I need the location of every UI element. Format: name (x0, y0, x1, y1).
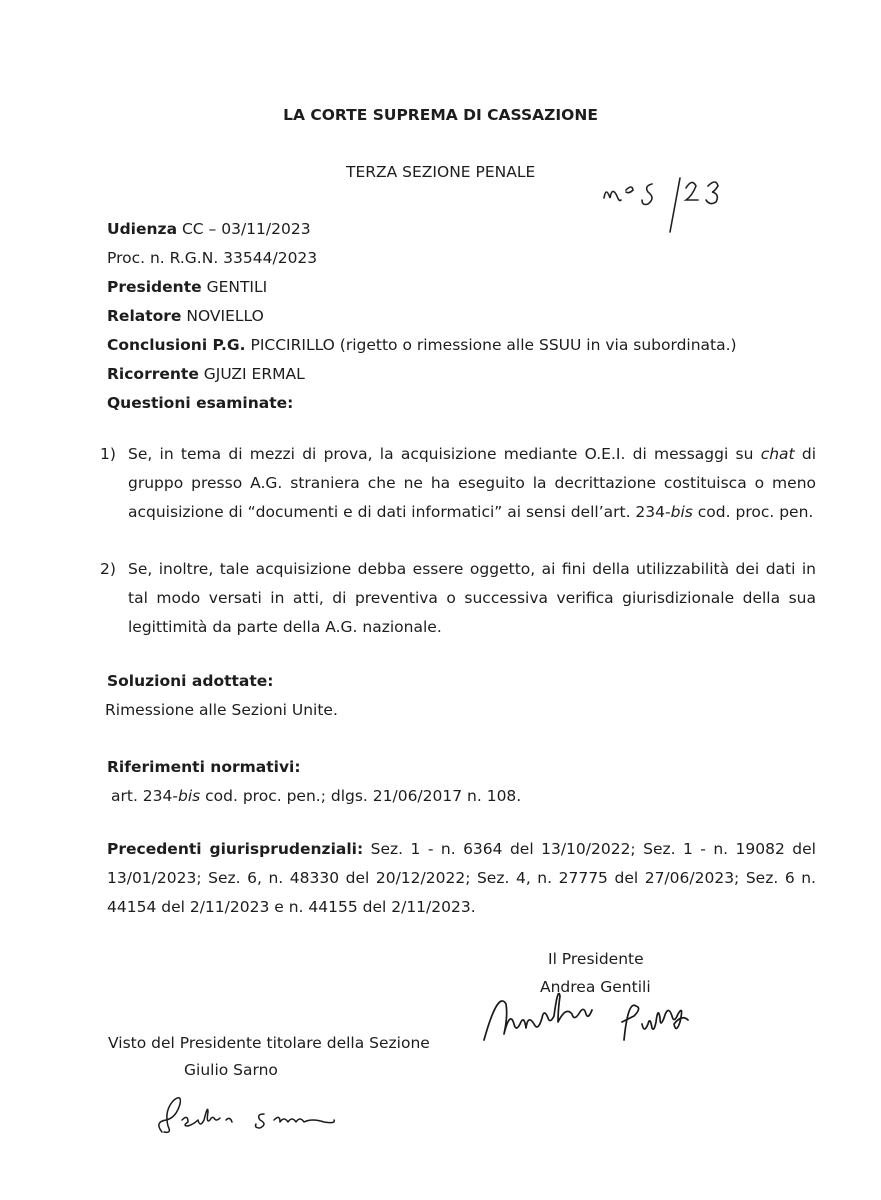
solutions-text: Rimessione alle Sezioni Unite. (105, 701, 338, 719)
precedents-paragraph (107, 835, 816, 922)
references-heading: Riferimenti normativi: (107, 758, 301, 776)
president-value: GENTILI (206, 278, 268, 296)
rapporteur-label: Relatore (107, 307, 182, 325)
rapporteur-value: NOVIELLO (186, 307, 264, 325)
questions-heading: Questioni esaminate: (107, 394, 294, 412)
visa-name: Giulio Sarno (184, 1061, 278, 1079)
section-title: TERZA SEZIONE PENALE (346, 163, 536, 181)
proc-number: Proc. n. R.G.N. 33544/2023 (107, 249, 318, 267)
appellant-label: Ricorrente (107, 365, 199, 383)
president-label: Presidente (107, 278, 202, 296)
appellant-line (107, 360, 305, 389)
president-signature (482, 990, 732, 1050)
rapporteur-line (107, 302, 264, 331)
handwritten-note (600, 170, 750, 240)
solutions-heading: Soluzioni adottate: (107, 672, 274, 690)
conclusions-label: Conclusioni P.G. (107, 336, 246, 354)
hearing-label: Udienza (107, 220, 178, 238)
court-title: LA CORTE SUPREMA DI CASSAZIONE (283, 106, 598, 124)
question-number: 2) (100, 560, 116, 578)
visa-title: Visto del Presidente titolare della Sezione (108, 1034, 430, 1052)
precedents-label: Precedenti giurisprudenziali: (107, 840, 364, 858)
question-text: Se, inoltre, tale acquisizione debba essere oggetto, ai fini della utilizzabilità dei dati in tal modo versati in atti, di preventiva o successiva verifica giurisdizionale della sua legittimità da parte della A.G. nazionale. (128, 560, 816, 636)
question-number: 1) (100, 445, 116, 463)
visa-signature (152, 1092, 362, 1142)
hearing-line (107, 215, 311, 244)
conclusions-value: PICCIRILLO (rigetto o rimessione alle SSUU in via subordinata.) (250, 336, 737, 354)
question-text: Se, in tema di mezzi di prova, la acquisizione mediante O.E.I. di messaggi su chat di gruppo presso A.G. straniera che ne ha eseguito la decrittazione costituisca o meno acquisizione di “documenti e di dati informatici” ai sensi dell’art. 234-bis cod. proc. pen. (128, 445, 816, 521)
references-text: art. 234-bis cod. proc. pen.; dlgs. 21/06/2017 n. 108. (111, 787, 522, 805)
appellant-value: GJUZI ERMAL (203, 365, 305, 383)
president-name: Andrea Gentili (540, 978, 651, 996)
president-title: Il Presidente (548, 950, 644, 968)
question-1 (100, 440, 816, 527)
president-line (107, 273, 267, 302)
question-2 (100, 555, 816, 642)
precedents-text: Sez. 1 - n. 6364 del 13/10/2022; Sez. 1 - n. 19082 del 13/01/2023; Sez. 6, n. 48330 del 20/12/2022; Sez. 4, n. 27775 del 27/06/2023; Sez. 6 n. 44154 del 2/11/2023 e n. 44155 del 2/11/2023. (107, 840, 816, 916)
hearing-value: CC – 03/11/2023 (181, 220, 311, 238)
conclusions-line (107, 331, 737, 360)
